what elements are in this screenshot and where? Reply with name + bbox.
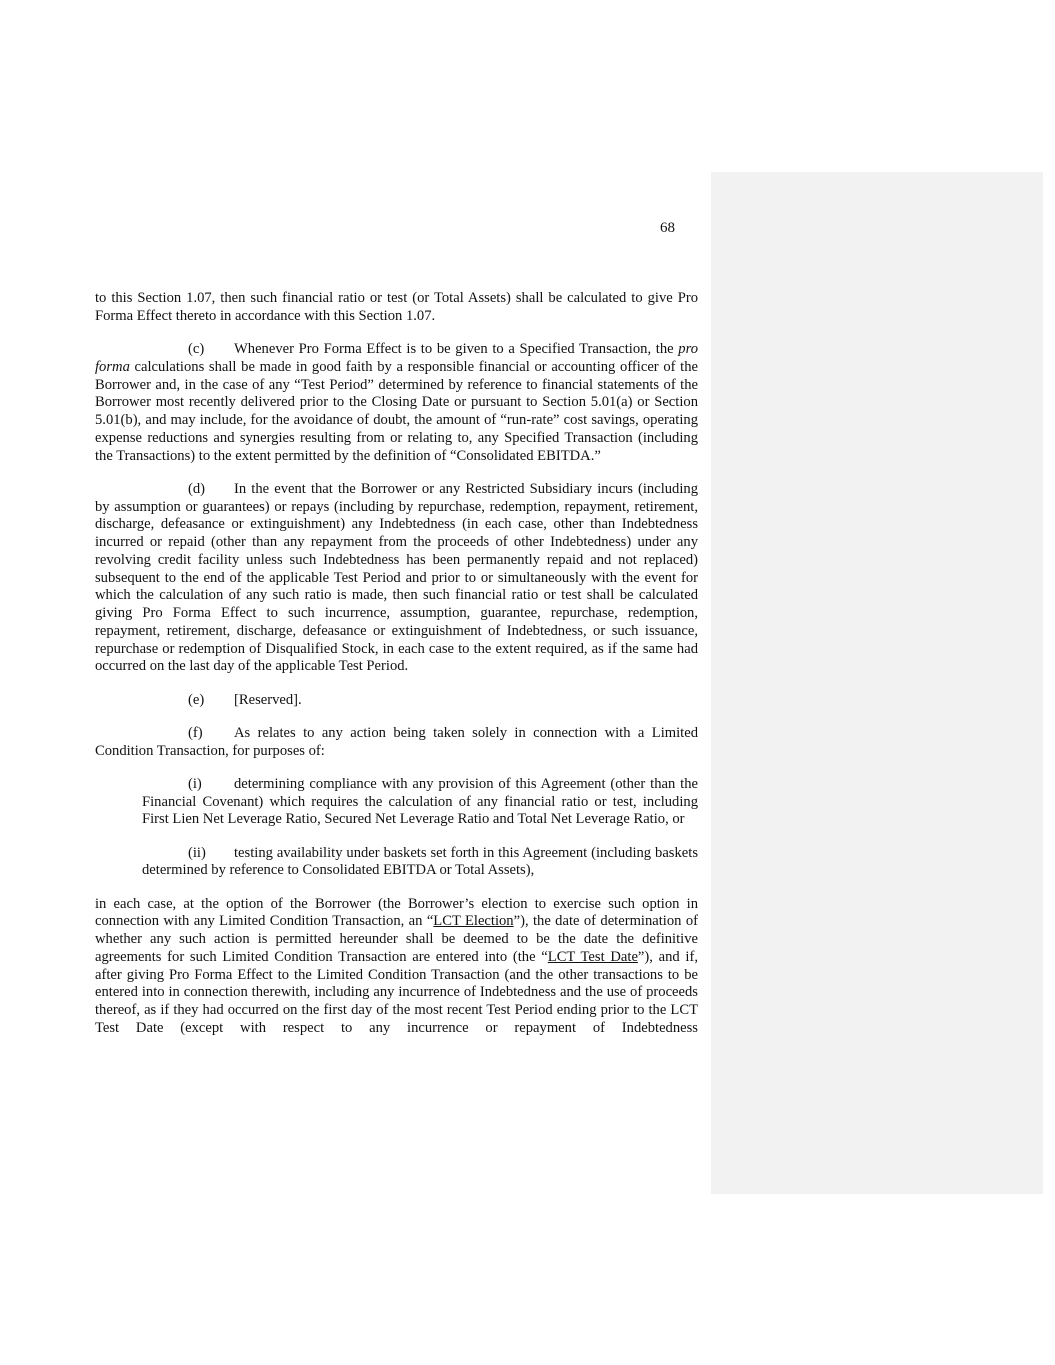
enum-label: (ii) xyxy=(188,844,206,861)
paragraph-d xyxy=(95,481,698,676)
paragraph-text: testing availability under baskets set forth in this Agreement (including baskets determined by reference to Consolidated EBITDA or Total Assets), xyxy=(142,844,698,879)
paragraph-e xyxy=(95,692,698,710)
paragraph-c xyxy=(95,341,698,465)
paragraph-final xyxy=(95,896,698,1038)
paragraph-text-part1: in each case, at the option of the Borrower (the Borrower’s election to exercise such option in connection with any Limited Condition Transaction, an “ xyxy=(95,895,698,930)
defined-term-lct-test-date: LCT Test Date xyxy=(547,948,638,965)
paragraph-text-rest: calculations shall be made in good faith by a responsible financial or accounting officer of the Borrower and, in the case of any “Test Period” determined by reference to financial statements of the Borrower most recently delivered prior to the Closing Date or pursuant to Section 5.01(a) or Section 5.01(b), and may include, for the avoidance of doubt, the amount of “run-rate” cost savings, operating expense reductions and synergies resulting from or relating to, any Specified Transaction (including the Transactions) to the extent permitted by the definition of “Consolidated EBITDA.” xyxy=(95,358,698,464)
enum-label: (f) xyxy=(188,724,203,741)
paragraph-text-part3: ”), and if, after giving Pro Forma Effect to the Limited Condition Transaction (and the other transactions to be entered into in connection therewith, including any incurrence of Indebtedness and the use of proceeds thereof, as if they had occurred on the first day of the most recent Test Period ending prior to the LCT Test Date (except with respect to any incurrence or repayment of Indebtedness xyxy=(95,948,698,1036)
paragraph-text-part2: ”), the date of determination of whether any such action is permitted hereunder shall be deemed to be the date the definitive agreements for such Limited Condition Transaction are entered into (the “ xyxy=(95,913,698,965)
enum-label: (e) xyxy=(188,691,205,708)
paragraph-text: [Reserved]. xyxy=(234,691,302,708)
paragraph-text: In the event that the Borrower or any Restricted Subsidiary incurs (including by assumption or guarantees) or repays (including by repurchase, redemption, repayment, retirement, discharge, defeasance or extinguishment) any Indebtedness (in each case, other than Indebtedness incurred or repaid (other than any repayment from the proceeds of other Indebtedness) under any revolving credit facility unless such Indebtedness has been permanently repaid and not replaced) subsequent to the end of the applicable Test Period and prior to or simultaneously with the event for which the calculation of any such ratio is made, then such financial ratio or test shall be calculated giving Pro Forma Effect to such incurrence, assumption, guarantee, repurchase, redemption, repayment, retirement, discharge, defeasance or extinguishment of Indebtedness, or such issuance, repurchase or redemption of Disqualified Stock, in each case to the extent required, as if the same had occurred on the last day of the applicable Test Period. xyxy=(95,480,698,675)
paragraph-text: determining compliance with any provision of this Agreement (other than the Financial Covenant) which requires the calculation of any financial ratio or test, including First Lien Net Leverage Ratio, Secured Net Leverage Ratio and Total Net Leverage Ratio, or xyxy=(142,775,698,828)
paragraph-f xyxy=(95,725,698,761)
page-number: 68 xyxy=(660,220,675,236)
paragraph-ii xyxy=(142,845,698,881)
italic-term: pro forma xyxy=(95,341,698,375)
document-body xyxy=(95,290,698,1053)
defined-term-lct-election: LCT Election xyxy=(433,913,514,930)
paragraph-continuation xyxy=(95,290,698,326)
paragraph-text: to this Section 1.07, then such financial ratio or test (or Total Assets) shall be calculated to give Pro Forma Effect thereto in accordance with this Section 1.07. xyxy=(95,290,698,324)
enum-label: (i) xyxy=(188,775,202,792)
comment-pane xyxy=(711,172,1043,1194)
enum-label: (d) xyxy=(188,480,206,497)
paragraph-text: As relates to any action being taken solely in connection with a Limited Condition Transaction, for purposes of: xyxy=(95,724,698,759)
enum-label: (c) xyxy=(188,341,205,357)
paragraph-text-lead: Whenever Pro Forma Effect is to be given to a Specified Transaction, the xyxy=(234,341,679,357)
paragraph-i xyxy=(142,776,698,829)
